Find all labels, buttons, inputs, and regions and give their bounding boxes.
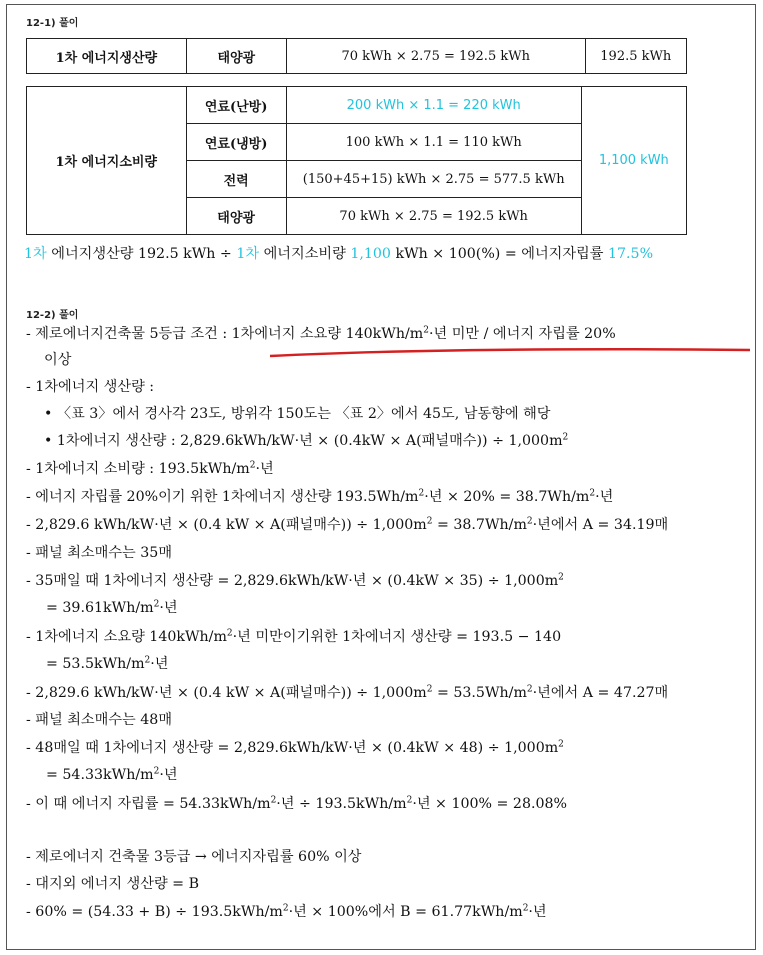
production-label: 1차 에너지생산량 (27, 39, 187, 74)
solution-line: - $60\% = (54.33 + B) \div 193.5kWh/m^2\cdot$년 × 100%에서 $B = 61.77kWh/m^2\cdot$년 (26, 903, 547, 920)
solution-line: - 에너지 자립률 20%이기 위한 1차에너지 생산량 $193.5Wh/m^2\cdot$년 × $20\% = 38.7Wh/m^2\cdot$년 (26, 488, 614, 505)
summary-part: 17.5% (607, 246, 654, 262)
summary-part: 1,100 (350, 246, 391, 262)
solution-line: = $54.33kWh/m^2\cdot$년 (46, 766, 178, 783)
consumption-row-name: 태양광 (186, 198, 286, 235)
summary-part: kWh × 100(%) = 에너지자립률 (390, 246, 608, 262)
solution-line: = $53.5kWh/m^2\cdot$년 (46, 655, 169, 672)
production-table (26, 38, 687, 74)
summary-part: 에너지생산량 192.5 kWh ÷ (46, 246, 237, 262)
solution-line: - 48매일 때 1차에너지 생산량 = 2,829.6kWh/kW·년 × $(0.4kW \times 48) \div 1,000m^2$ (26, 739, 564, 756)
solution-line: - 1차에너지 생산량 : (26, 379, 155, 395)
section1-heading: 12-1) 풀이 (26, 18, 79, 29)
solution-line: - 35매일 때 1차에너지 생산량 = 2,829.6kWh/kW·년 × $(0.4kW \times 35) \div 1,000m^2$ (26, 572, 564, 589)
summary-part: 1차 (24, 246, 47, 262)
solution-line: - 패널 최소매수는 48매 (26, 712, 173, 728)
solution-line: - 2,829.6 kWh/kW·년 × (0.4 kW × A(패널매수)) ÷ $1,000m^2 = 53.5Wh/m^2\cdot$년에서 A = 47.27매 (26, 684, 669, 701)
solution-line: 이상 (44, 352, 72, 368)
summary-part: 1차 (236, 246, 260, 262)
solution-line: • 〈표 3〉에서 경사각 23도, 방위각 150도는 〈표 2〉에서 45도, 남동향에 해당 (44, 406, 551, 422)
solution-line: - 패널 최소매수는 35매 (26, 545, 173, 561)
consumption-total: 1,100 kWh (581, 87, 686, 235)
consumption-row-formula: 200 kWh × 1.1 = 220 kWh (286, 87, 581, 124)
consumption-row-name: 연료(냉방) (186, 124, 286, 161)
solution-line: • 1차에너지 생산량 : 2,829.6kWh/kW·년 × (0.4kW × A(패널매수)) ÷ $1,000m^2$ (44, 432, 569, 449)
production-formula: 70 kWh × 2.75 = 192.5 kWh (286, 39, 585, 74)
solution-line: - 1차에너지 소요량 $140kWh/m^2\cdot$년 미만이기위한 1차에너지 생산량 = 193.5 − 140 (26, 628, 562, 645)
consumption-row-name: 연료(난방) (186, 87, 286, 124)
consumption-label: 1차 에너지소비량 (27, 87, 187, 235)
summary-part: 에너지소비량 (259, 246, 351, 262)
solution-line: = $39.61kWh/m^2\cdot$년 (46, 599, 178, 616)
self-sufficiency-summary (24, 244, 653, 264)
consumption-row-formula: (150+45+15) kWh × 2.75 = 577.5 kWh (286, 161, 581, 198)
solution-line: - 2,829.6 kWh/kW·년 × (0.4 kW × A(패널매수)) ÷ $1,000m^2 = 38.7Wh/m^2\cdot$년에서 A = 34.19매 (26, 516, 669, 533)
red-underline (268, 346, 752, 360)
section2-heading: 12-2) 풀이 (26, 310, 79, 321)
consumption-row-formula: 70 kWh × 2.75 = 192.5 kWh (286, 198, 581, 235)
solution-line: - 1차에너지 소비량 : $193.5kWh/m^2\cdot$년 (26, 460, 274, 477)
production-result: 192.5 kWh (585, 39, 686, 74)
consumption-table (26, 86, 687, 235)
consumption-row-formula: 100 kWh × 1.1 = 110 kWh (286, 124, 581, 161)
production-source: 태양광 (186, 39, 286, 74)
solution-line: - 이 때 에너지 자립률 = $54.33kWh/m^2\cdot$년 ÷ $193.5kWh/m^2\cdot$년 × 100% = 28.08% (26, 795, 568, 812)
solution-line: - 대지외 에너지 생산량 = B (26, 876, 200, 892)
solution-line: - 제로에너지건축물 5등급 조건 : 1차에너지 소요량 $140kWh/m^2\cdot$년 미만 / 에너지 자립률 20% (26, 325, 616, 342)
solution-line: - 제로에너지 건축물 3등급 → 에너지자립률 60% 이상 (26, 849, 362, 865)
consumption-row-name: 전력 (186, 161, 286, 198)
